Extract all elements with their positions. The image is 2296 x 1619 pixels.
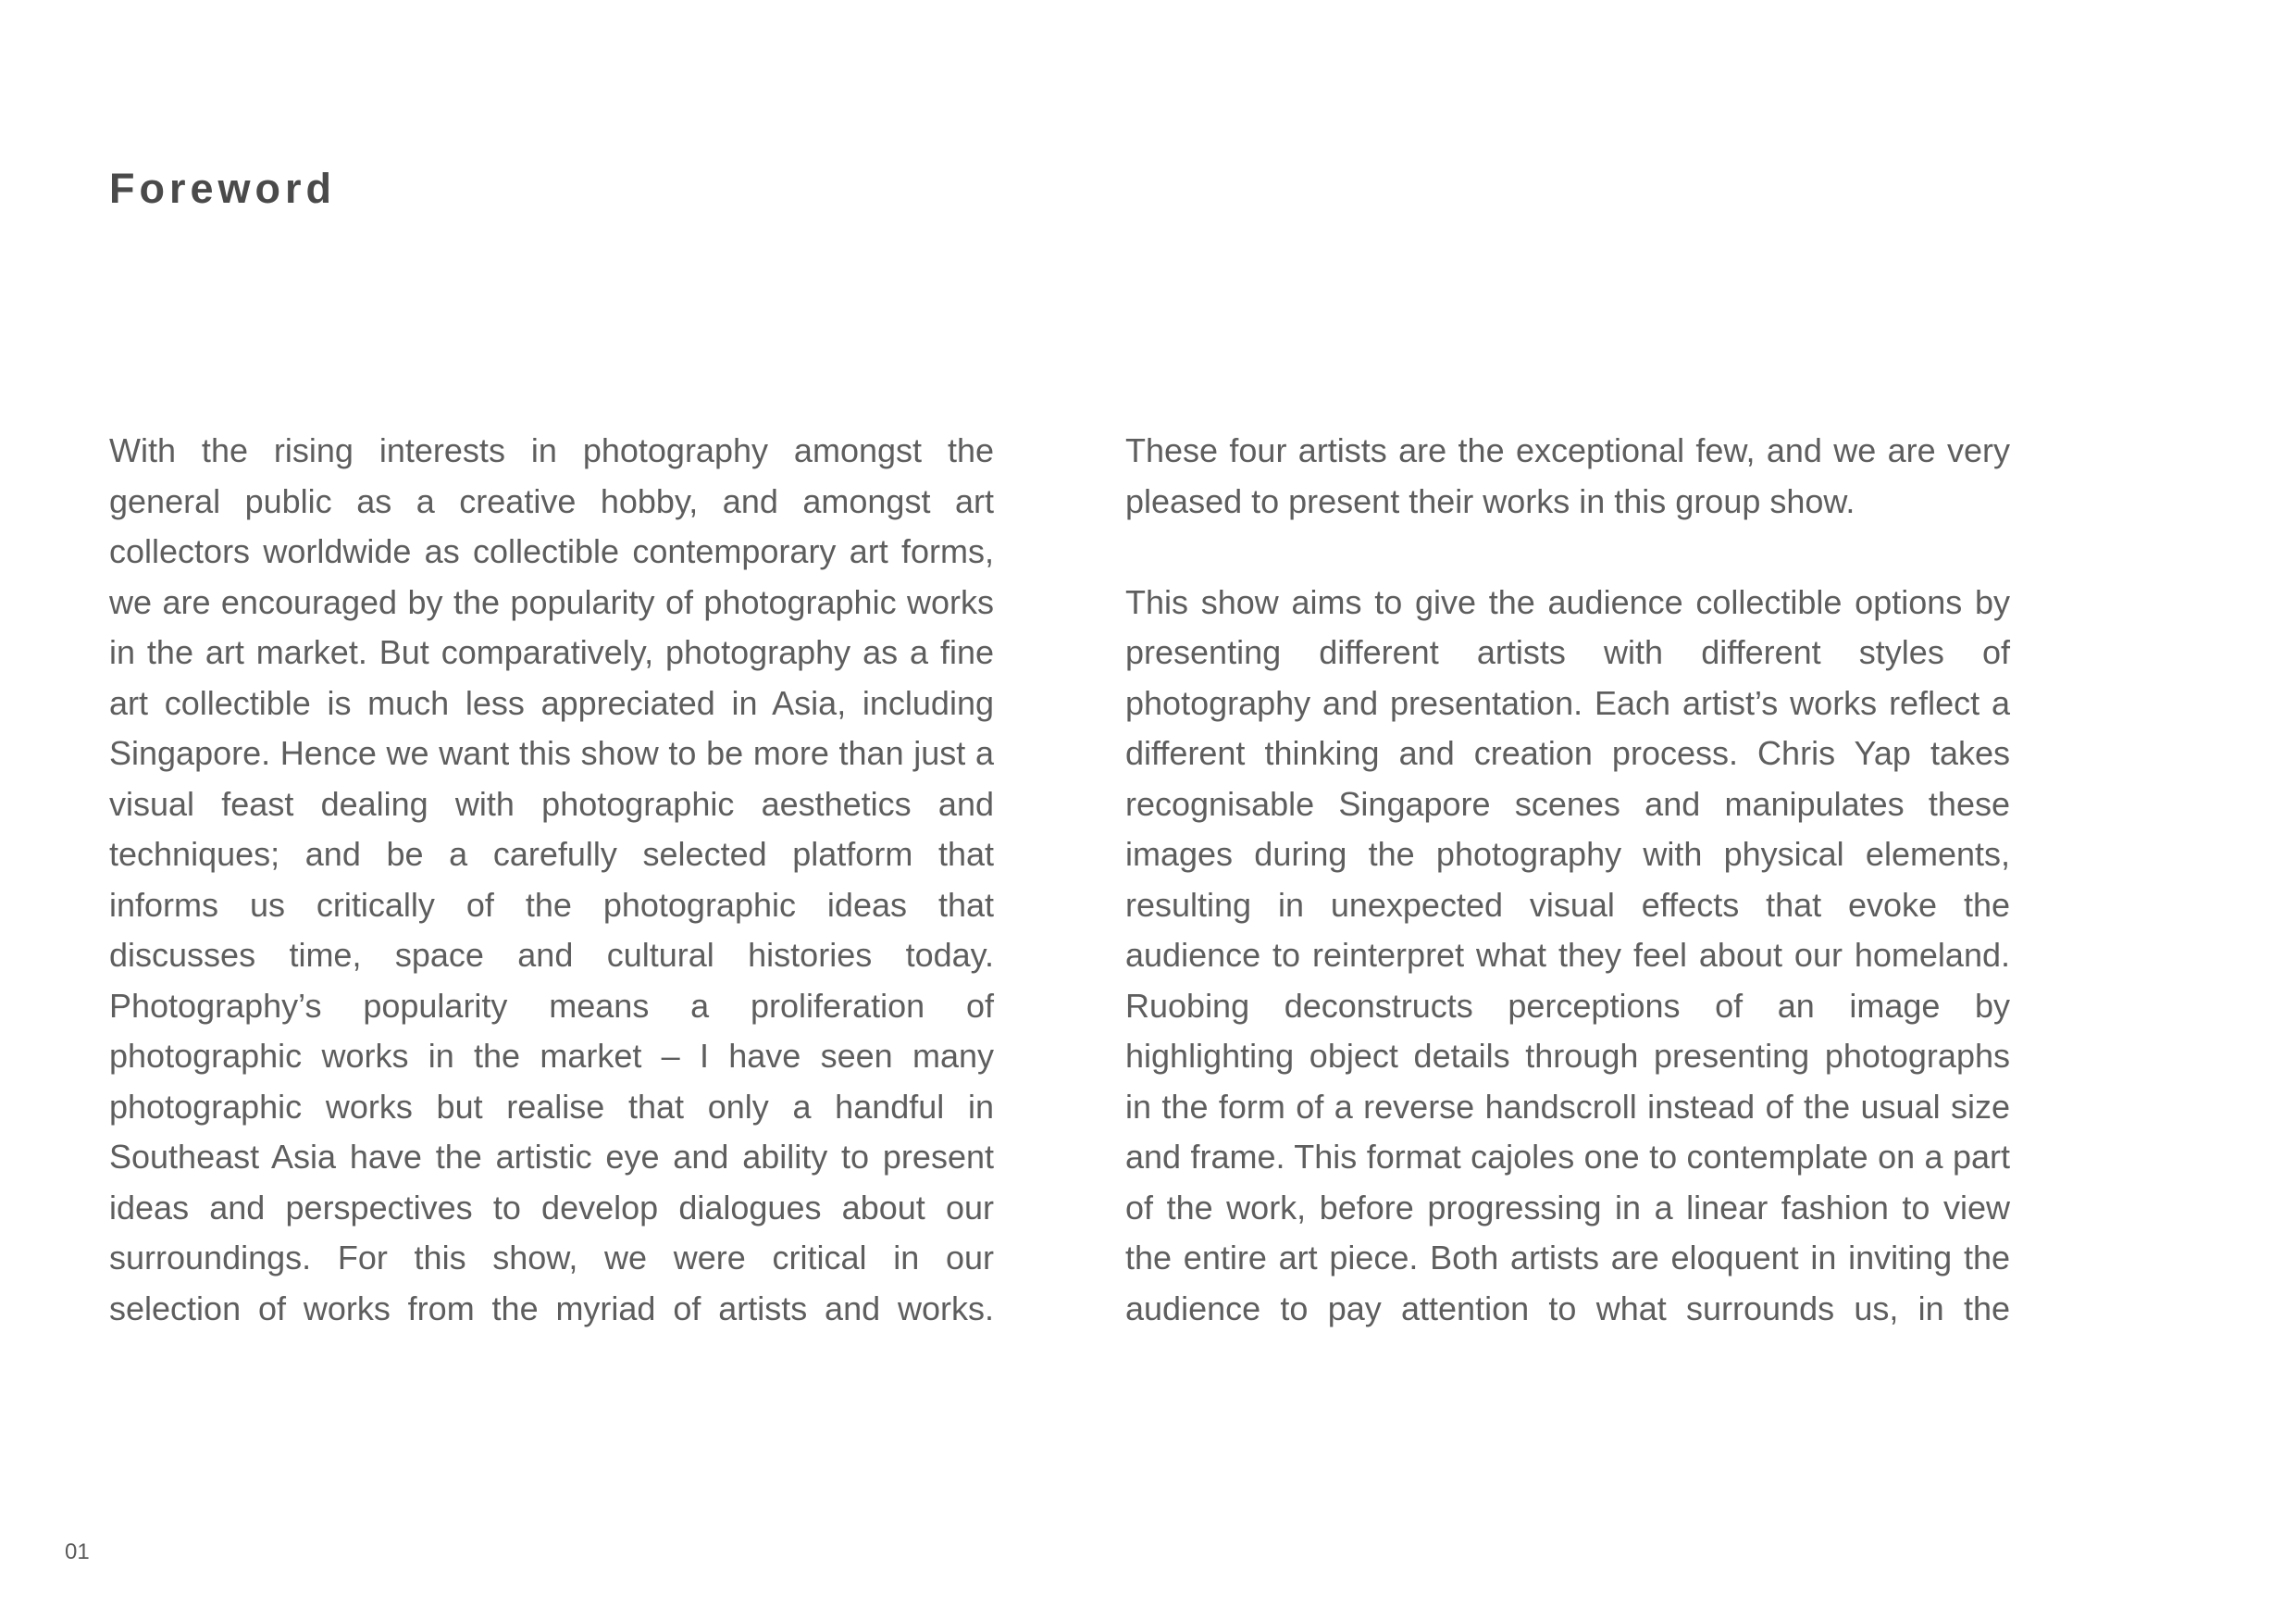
body-column-right <box>1125 426 2010 1334</box>
body-paragraph: With the rising interests in photography amongst the general public as a creative hobby, and amongst art collectors worldwide as collectible contemporary art forms, we are encouraged by the popularity of photographic works in the art market. But comparatively, photography as a fine art collectible is much less appreciated in Asia, including Singapore. Hence we want this show to be more than just a visual feast dealing with photographic aesthetics and techniques; and be a carefully selected platform that informs us critically of the photographic ideas that discusses time, space and cultural histories today. Photography’s popularity means a proliferation of photographic works in the market – I have seen many photographic works but realise that only a handful in Southeast Asia have the artistic eye and ability to present ideas and perspectives to develop dialogues about our surroundings. For this show, we were critical in our selection of works from the myriad of artists and works. <box>109 431 994 1327</box>
page-title: Foreword <box>109 165 337 212</box>
body-paragraph: This show aims to give the audience collectible options by presenting different artists with different styles of photography and presentation. Each artist’s works reflect a different thinking and creation process. Chris Yap takes recognisable Singapore scenes and manipulates these images during the photography with physical elements, resulting in unexpected visual effects that evoke the audience to reinterpret what they feel about our homeland. Ruobing deconstructs perceptions of an image by highlighting object details through presenting photographs in the form of a reverse handscroll instead of the usual size and frame. This format cajoles one to contemplate on a part of the work, before progressing in a linear fashion to view the entire art piece. Both artists are eloquent in inviting the audience to pay attention to what surrounds us, in the <box>1125 582 2010 1327</box>
body-paragraph: These four artists are the exceptional few, and we are very pleased to present their works in this group show. <box>1125 431 2010 520</box>
body-column-left <box>109 426 994 1334</box>
page-number: 01 <box>65 1539 90 1564</box>
